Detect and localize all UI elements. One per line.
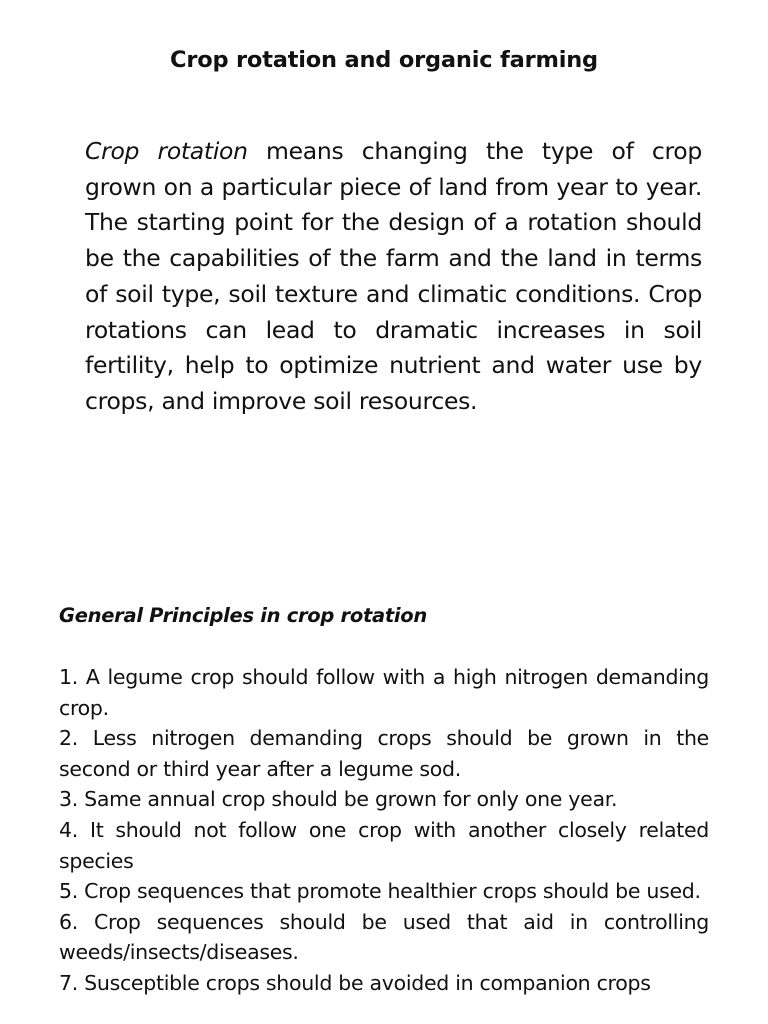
intro-term: Crop rotation (85, 137, 248, 165)
list-item: 3. Same annual crop should be grown for only one year. (59, 787, 618, 812)
list-item: 7. Susceptible crops should be avoided in companion crops (59, 970, 651, 995)
list-item: 1. A legume crop should follow with a high nitrogen demanding crop. (59, 665, 709, 720)
list-item: 6. Crop sequences should be used that aid in controlling weeds/insects/diseases. (59, 909, 709, 965)
intro-paragraph (85, 134, 702, 420)
list-item: 4. It should not follow one crop with another closely related species (59, 817, 709, 873)
list-item: 2. Less nitrogen demanding crops should be grown in the second or third year after a legume sod. (59, 726, 709, 781)
list-item: 5. Crop sequences that promote healthier crops should be used. (59, 879, 701, 904)
principles-list (59, 662, 709, 999)
intro-text: means changing the type of crop grown on a particular piece of land from year to year. The starting point for the design of a rotation should be the capabilities of the farm and the land in terms of soil type, soil texture and climatic conditions. Crop rotations can lead to dramatic increases in soil fertility, help to optimize nutrient and water use by crops, and improve soil resources. (85, 137, 702, 415)
section-heading: General Principles in crop rotation (59, 604, 427, 627)
document-title: Crop rotation and organic farming (170, 47, 598, 73)
